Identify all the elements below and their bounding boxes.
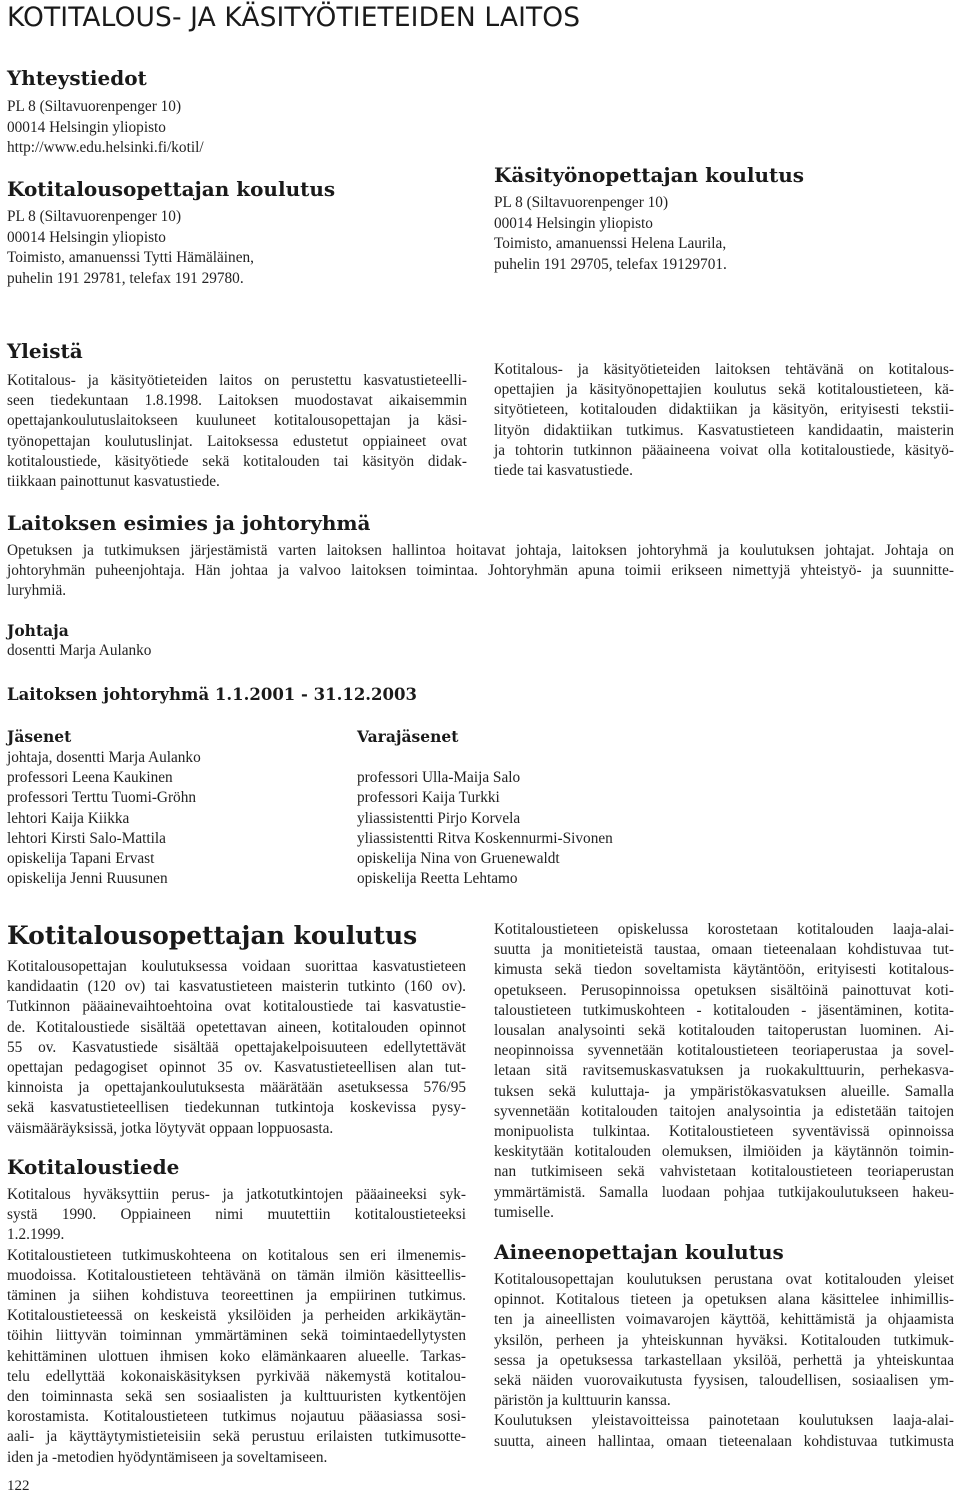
- text-line: yksilön, perheen ja yhteiskunnan hyväksi. Kotitalouden tutkimuk-: [494, 1331, 954, 1349]
- text-line: Kotitalousopettajan koulutuksessa voidaan suorittaa kasvatustieteen: [7, 958, 466, 975]
- contact-block: [7, 97, 204, 159]
- text-line: Kotitalous hyväksyttiin perus- ja jatkotutkintojen pääaineeksi syk-: [7, 1186, 466, 1203]
- member-item: professori Terttu Tuomi-Gröhn: [7, 789, 197, 807]
- text-line: opetukseen. Perusopinnoissa opetuksen sisältöinä painottuvat koti-: [494, 981, 954, 999]
- contact-line: Toimisto, amanuenssi Tytti Hämäläinen,: [7, 249, 254, 266]
- deputy-item: professori Ulla-Maija Salo: [357, 769, 521, 787]
- yleista-heading: Yleistä: [7, 339, 83, 363]
- text-line: lousalan analysointi sekä kotitalouden taitoperustan luominen. Ai-: [494, 1022, 954, 1040]
- contact-line: PL 8 (Siltavuorenpenger 10): [7, 208, 182, 225]
- kasityo-contact-heading: Käsityönopettajan koulutus: [494, 163, 805, 187]
- text-line: Kotitalous- ja käsityötieteiden laitos on perustettu kasvatustieteelli-: [7, 372, 467, 389]
- contact-line: 00014 Helsingin yliopisto: [494, 214, 653, 232]
- text-line: telu edellyttää kokonaiskäsityksen pyrkivää näkemystä kotitalou-: [7, 1367, 466, 1385]
- members-list: [7, 748, 201, 889]
- text-line: tumiselle.: [494, 1203, 554, 1221]
- text-line: sessa ja opetuksessa tarkastellaan yksilöä, perhettä ja yhteiskuntaa: [494, 1351, 954, 1369]
- contact-line: Toimisto, amanuenssi Helena Laurila,: [494, 235, 727, 252]
- text-line: suutta, aineen hallintaa, omaan tieteenalaan kohdistuvaa tutkimusta: [494, 1432, 954, 1450]
- text-line: johtoryhmän puheenjohtaja. Hän johtaa ja valvoo laitoksen toimintaa. Johtoryhmän apuna toimii erikseen nimettyjä yhteistyö- ja suunnitte-: [7, 562, 954, 580]
- text-line: de. Kotitaloustiede sisältää opetettavan aineen, kotitalouden opinnot: [7, 1018, 466, 1036]
- member-item: lehtori Kaija Kiikka: [7, 809, 130, 827]
- text-line: kandidaatin (120 ov) tai kasvatustieteen maisterin tutkinto (160 ov).: [7, 978, 466, 996]
- text-line: Tutkinnon pääainevaihtoehtoina ovat kotitaloustiede tai kasvatustie-: [7, 998, 466, 1016]
- text-line: ja tohtorin tutkinnon pääaineena voivat olla kotitaloustiede, käsityö-: [494, 441, 954, 459]
- deputies-label: Varajäsenet: [357, 727, 459, 746]
- text-line: Kotitaloustieteen tutkimuskohteena on kotitalous sen eri ilmenemis-: [7, 1246, 466, 1264]
- text-line: opinnot. Kotitalous tieteen ja opetuksen alana käsittelee inhimillis-: [494, 1291, 954, 1309]
- text-line: ten ja aineellisten voimavarojen käyttöä, kehittämistä ja ohjaamista: [494, 1311, 954, 1329]
- text-line: 55 ov. Kasvatustiede sisältää opettajakelpoisuuteen edellytettävät: [7, 1038, 466, 1056]
- text-line: korostamista. Kotitaloustieteen tutkimus nojautuu pääasiassa sosi-: [7, 1408, 466, 1426]
- text-line: väismääräyksissä, jotka löytyvät oppaan loppuosasta.: [7, 1119, 334, 1137]
- text-line: letaan sitä ravitsemuskasvatuksen ja ruokakulttuurin, perhekasva-: [494, 1062, 954, 1080]
- contact-line: puhelin 191 29781, telefax 191 29780.: [7, 269, 244, 287]
- koulutus-heading: Kotitalousopettajan koulutus: [7, 921, 418, 950]
- text-line: iden ja -metodien hyödyntämiseen ja soveltamiseen.: [7, 1448, 328, 1466]
- aineenopettajan-text: [494, 1270, 954, 1452]
- text-line: keskitytään kotitalouden olemuksen, ilmiöiden ja käytännön toimin-: [494, 1143, 954, 1161]
- yleista-right-text: [494, 360, 954, 481]
- deputy-item: yliassistentti Ritva Koskennurmi-Sivonen: [357, 829, 613, 847]
- kotitalous-contact-block: [7, 207, 254, 289]
- contact-line: PL 8 (Siltavuorenpenger 10): [7, 98, 182, 115]
- member-item: opiskelija Jenni Ruusunen: [7, 870, 168, 888]
- text-line: kimusta sekä tiedon soveltamista käytäntöön, erityisesti kotitalous-: [494, 961, 954, 979]
- contact-line: PL 8 (Siltavuorenpenger 10): [494, 194, 669, 211]
- yleista-left-text: [7, 371, 467, 492]
- text-line: taloustieteen tutkimuskohteen - kotitalouden - jäsentäminen, kotita-: [494, 1001, 954, 1019]
- text-line: tiede tai kasvatustiede.: [494, 462, 633, 480]
- page-title: KOTITALOUS- JA KÄSITYÖTIETEIDEN LAITOS: [7, 2, 581, 33]
- deputy-item: opiskelija Reetta Lehtamo: [357, 870, 518, 888]
- text-line: luryhmiä.: [7, 582, 67, 600]
- member-item: professori Leena Kaukinen: [7, 769, 173, 787]
- text-line: syvennetään kotitalouden taitojen analysointia ja edistetään taitojen: [494, 1102, 954, 1120]
- kotitalous-contact-heading: Kotitalousopettajan koulutus: [7, 177, 336, 201]
- text-line: 1.2.1999.: [7, 1226, 65, 1244]
- text-line: systä 1990. Oppiaineen nimi muutettiin kotitaloustieteeksi: [7, 1206, 466, 1224]
- contact-line: 00014 Helsingin yliopisto: [7, 118, 166, 136]
- text-line: Kotitaloustieteen opiskelussa korostetaan kotitalouden laaja-alai-: [494, 921, 954, 938]
- deputies-list: [357, 748, 613, 889]
- deputy-item: [357, 748, 613, 768]
- text-line: opettajan pedagogiset opinnot 35 ov. Kasvatustieteellisen alan tut-: [7, 1059, 466, 1077]
- johtaja-name: dosentti Marja Aulanko: [7, 642, 152, 659]
- text-line: tuksen sekä kuluttaja- ja ympäristökasvatuksen alueille. Samalla: [494, 1082, 954, 1100]
- text-line: aali- ja käyttäytymistieteisiin sekä perustuu erilaisten tutkimusotte-: [7, 1428, 466, 1446]
- text-line: monipuolista tulkintaa. Kotitaloustieteen syventävissä opinnoissa: [494, 1123, 954, 1141]
- text-line: Kotitaloustieteessä on keskeistä yksilöiden ja perheiden arkikäytän-: [7, 1307, 466, 1325]
- text-line: opettajien ja käsityönopettajien koulutus sekä kotitaloustieteen, kä-: [494, 381, 954, 399]
- member-item: lehtori Kirsti Salo-Mattila: [7, 829, 166, 847]
- contact-line: puhelin 191 29705, telefax 19129701.: [494, 255, 727, 273]
- text-line: sityötieteen, kotitalouden didaktiikan ja käsityön, erityisesti tekstii-: [494, 401, 954, 419]
- aineenopettajan-heading: Aineenopettajan koulutus: [494, 1240, 784, 1264]
- johtoryhma-heading: Laitoksen johtoryhmä 1.1.2001 - 31.12.2003: [7, 685, 417, 704]
- text-line: Opetuksen ja tutkimuksen järjestämistä varten laitoksen hallintoa hoitavat johtaja, laitoksen johtoryhmä ja koulutuksen johtajat. Johtaja on: [7, 542, 954, 559]
- text-line: Kotitalous- ja käsityötieteiden laitoksen tehtävänä on kotitalous-: [494, 361, 954, 378]
- text-line: nan tutkimiseen sekä vahvistetaan kotitaloustieteen teoriaperustan: [494, 1163, 954, 1181]
- text-line: täminen ja siihen kohdistuva teoreettinen ja empiirinen tutkimus.: [7, 1287, 466, 1305]
- text-line: suutta ja monitieteistä taustaa, omaan tieteenalaan kohdistuvaa tut-: [494, 941, 954, 959]
- text-line: opettajankoulutuslaitokseen kuuluneet kotitalousopettajan ja käsi-: [7, 412, 467, 430]
- deputy-item: professori Kaija Turkki: [357, 789, 500, 807]
- esimies-text: [7, 541, 954, 602]
- text-line: päristön ja kulttuurin kanssa.: [494, 1392, 671, 1410]
- kasityo-contact-block: [494, 193, 727, 275]
- text-line: lityön didaktiikan tutkimus. Kasvatustieteen kandidaatin, maisterin: [494, 421, 954, 439]
- text-line: Kotitalousopettajan koulutuksen perustana ovat kotitalouden yleiset: [494, 1271, 954, 1288]
- deputy-item: yliassistentti Pirjo Korvela: [357, 809, 521, 827]
- text-line: kinnoista ja opettajankoulutuksesta määrätään asetuksessa 576/95: [7, 1079, 466, 1097]
- contact-heading: Yhteystiedot: [7, 66, 147, 90]
- text-line: ymmärtämistä. Samalla luodaan pohjaa tutkijakoulutukseen hakeu-: [494, 1183, 954, 1201]
- members-label: Jäsenet: [7, 727, 72, 746]
- text-line: den toiminnasta sekä sen sosiaalisten ja kulttuuristen kytkentöjen: [7, 1388, 466, 1406]
- text-line: sekä näiden vuorovaikutusta fyysisen, taloudellisen, sosiaalisen ym-: [494, 1372, 954, 1390]
- koulutus-text: [7, 957, 466, 1139]
- kotitaloustiede-heading: Kotitaloustiede: [7, 1155, 180, 1179]
- text-line: tiikkaan painottunut kasvatustiede.: [7, 473, 220, 491]
- text-line: muodoissa. Kotitaloustieteen tehtävänä on tämän ilmiön käsitteellis-: [7, 1266, 466, 1284]
- text-line: työnopettajan koulutuslinjat. Laitoksessa edustetut oppiaineet ovat: [7, 432, 467, 450]
- text-line: seen tiedekuntaan 1.8.1998. Laitoksen muodostavat aikaisemmin: [7, 392, 467, 410]
- member-item: johtaja, dosentti Marja Aulanko: [7, 749, 201, 766]
- right-column-text: [494, 920, 954, 1223]
- esimies-heading: Laitoksen esimies ja johtoryhmä: [7, 511, 371, 535]
- page-number: 122: [7, 1478, 30, 1494]
- text-line: sekä kasvatustieteellisen tiedekunnan tutkintoja koskevissa pysy-: [7, 1099, 466, 1117]
- kotitaloustiede-text: [7, 1185, 466, 1468]
- text-line: neopinnoissa syvennetään kotitaloustieteen teoriaperustaa ja sovel-: [494, 1042, 954, 1060]
- text-line: kehittäminen ulottuen ihmisen koko elämänkaaren alueelle. Tarkas-: [7, 1347, 466, 1365]
- member-item: opiskelija Tapani Ervast: [7, 850, 155, 868]
- text-line: Koulutuksen yleistavoitteissa painotetaan koulutuksen laaja-alai-: [494, 1412, 954, 1430]
- johtaja-label: Johtaja: [7, 621, 69, 640]
- text-line: kotitaloustiede, käsityötiede sekä kotitalouden tai käsityön didak-: [7, 452, 467, 470]
- contact-url[interactable]: http://www.edu.helsinki.fi/kotil/: [7, 139, 204, 156]
- contact-line: 00014 Helsingin yliopisto: [7, 228, 166, 246]
- deputy-item: opiskelija Nina von Gruenewaldt: [357, 850, 560, 867]
- text-line: töihin liittyvän toiminnan ymmärtäminen sekä toimintaedellytysten: [7, 1327, 466, 1345]
